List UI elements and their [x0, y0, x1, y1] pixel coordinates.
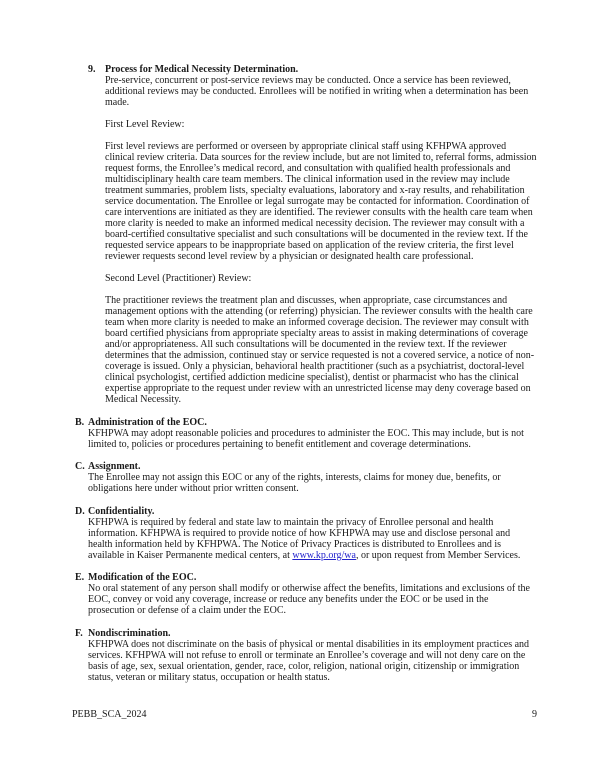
section-9-intro-paragraph: Pre-service, concurrent or post-service reviews may be conducted. Once a service has been reviewed, additional reviews may be conducted. Enrollees will be notified in writing when a determination has been made. [105, 75, 529, 108]
second-level-review-paragraph: The practitioner reviews the treatment plan and discusses, when appropriate, case circumstances and management options with the attending (or referring) physician. The reviewer consults with the health care team when more clarity is needed to make an informed coverage decision. The reviewer may consult with board certified physicians from appropriate specialty areas to assist in making determinations of coverage and/or appropriateness. All such consultations will be documented in the review text. If the reviewer determines that the admission, continued stay or service requested is not a covered service, a notice of non-coverage is issued. Only a physician, behavioral health practitioner (such as a psychiatrist, doctoral-level clinical psychologist, certified addiction medicine specialist), dentist or pharmacist who has the clinical expertise appropriate to the request under review with an unrestricted license may deny coverage based on Medical Necessity. [105, 295, 535, 405]
page-footer [72, 709, 537, 720]
section-f-heading: Nondiscrimination. [88, 627, 171, 639]
section-f-paragraph: KFHPWA does not discriminate on the basis of physical or mental disabilities in its employment practices and services. KFHPWA will not refuse to enroll or terminate an Enrollee’s coverage and will not deny care on the basis of age, sex, sexual orientation, gender, race, color, religion, national origin, citizenship or immigration status, veteran or military status, occupation or health status. [88, 638, 530, 683]
section-9-number: 9. [88, 64, 96, 75]
kp-org-wa-link[interactable]: www.kp.org/wa [292, 549, 356, 561]
section-f-nondiscrimination [75, 628, 537, 683]
section-d-letter: D. [75, 505, 85, 517]
second-level-review-label: Second Level (Practitioner) Review: [105, 273, 252, 284]
first-level-review-paragraph: First level reviews are performed or overseen by appropriate clinical staff using KFHPWA approved clinical review criteria. Data sources for the review include, but are not limited to, referral forms, admission request forms, the Enrollee’s medical record, and consultation with qualified health professionals and multidisciplinary health care team members. The clinical information used in the review may include treatment summaries, problem lists, specialty evaluations, laboratory and x-ray results, and rehabilitation service documentation. The Enrollee or legal surrogate may be contacted for information. Coordination of care interventions are initiated as they are identified. The reviewer consults with the health care team when more clarity is needed to make an informed medical necessity decision. The reviewer may consult with a board-certified consultative specialist and such consultations will be documented in the review text. If the requested service appears to be inappropriate based on application of the review criteria, the first level reviewer requests second level review by a physician or designated health care professional. [105, 141, 537, 262]
section-9-heading: Process for Medical Necessity Determination. [105, 64, 299, 75]
section-d-text-before-link: KFHPWA is required by federal and state law to maintain the privacy of Enrollee personal and health information. KFHPWA is required to provide notice of how KFHPWA may use and disclose personal and health information held by KFHPWA. The Notice of Privacy Practices is distributed to Enrollees and is available in Kaiser Permanente medical centers, at [88, 516, 511, 561]
section-b-letter: B. [75, 416, 85, 428]
section-9-medical-necessity [88, 64, 537, 405]
first-level-review-label: First Level Review: [105, 119, 185, 130]
section-d-heading: Confidentiality. [88, 505, 155, 517]
section-d-text-after-link: , or upon request from Member Services. [355, 549, 521, 561]
section-c-assignment [75, 461, 537, 494]
section-9-body [105, 64, 537, 405]
section-f-letter: F. [75, 627, 83, 639]
section-e-modification [75, 572, 537, 616]
section-e-paragraph: No oral statement of any person shall modify or otherwise affect the benefits, limitations and exclusions of the EOC, convey or void any coverage, increase or reduce any benefits under the EOC or be used in the prosecution or defense of a claim under the EOC. [88, 583, 530, 616]
section-e-letter: E. [75, 572, 85, 583]
section-c-paragraph: The Enrollee may not assign this EOC or any of the rights, interests, claims for money due, benefits, or obligations here under without prior written consent. [88, 472, 501, 494]
section-c-heading: Assignment. [88, 461, 141, 472]
section-e-heading: Modification of the EOC. [88, 572, 197, 583]
section-b-administration [75, 417, 537, 450]
section-b-paragraph: KFHPWA may adopt reasonable policies and procedures to administer the EOC. This may include, but is not limited to, policies or procedures pertaining to benefit entitlement and coverage determinations. [88, 427, 524, 450]
footer-page-number: 9 [532, 708, 537, 720]
section-b-heading: Administration of the EOC. [88, 416, 207, 428]
section-d-paragraph [88, 517, 537, 561]
section-c-letter: C. [75, 461, 85, 472]
footer-document-id: PEBB_SCA_2024 [72, 708, 147, 720]
section-d-confidentiality [75, 506, 537, 561]
